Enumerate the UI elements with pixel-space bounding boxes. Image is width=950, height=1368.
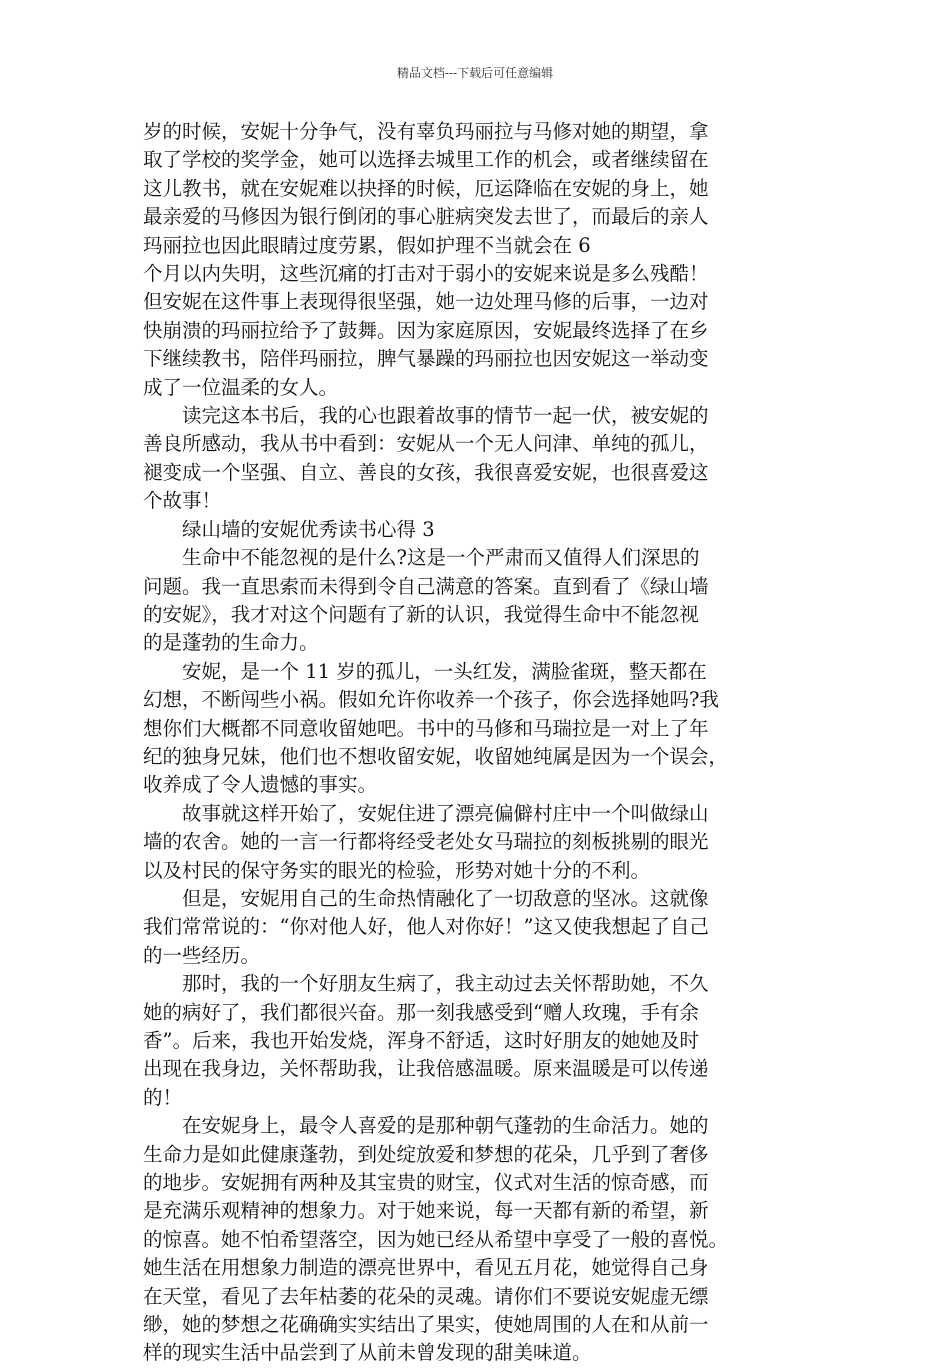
text-line: 安妮，是一个 11 岁的孤儿，一头红发，满脸雀斑，整天都在 xyxy=(143,659,707,683)
text-line: 墙的农舍。她的一言一行都将经受老处女马瑞拉的刻板挑剔的眼光 xyxy=(143,830,709,854)
text-line: 快崩溃的玛丽拉给予了鼓舞。因为家庭原因，安妮最终选择了在乡 xyxy=(143,318,709,342)
text-line: 她的病好了，我们都很兴奋。那一刻我感受到“赠人玫瑰，手有余 xyxy=(143,1000,699,1024)
text-line: 缈，她的梦想之花确确实实结出了果实，使她周围的人在和从前一 xyxy=(143,1313,709,1337)
text-line: 香”。后来，我也开始发烧，浑身不舒适，这时好朋友的她她及时 xyxy=(143,1029,699,1052)
text-line: 在天堂，看见了去年枯萎的花朵的灵魂。请你们不要说安妮虚无缥 xyxy=(143,1284,709,1308)
text-line: 善良所感动，我从书中看到：安妮从一个无人问津、单纯的孤儿， xyxy=(143,432,709,456)
text-line: 生命力是如此健康蓬勃，到处绽放爱和梦想的花朵，几乎到了奢侈 xyxy=(143,1142,709,1166)
text-line: 以及村民的保守务实的眼光的检验，形势对她十分的不利。 xyxy=(143,858,651,882)
page-header: 精品文档---下载后可任意编辑 xyxy=(396,66,554,80)
text-line: 这儿教书，就在安妮难以抉择的时候，厄运降临在安妮的身上，她 xyxy=(143,176,709,200)
text-line: 在安妮身上，最令人喜爱的是那种朝气蓬勃的生命活力。她的 xyxy=(143,1114,709,1138)
text-line: 是充满乐观精神的想象力。对于她来说，每一天都有新的希望，新 xyxy=(143,1199,709,1223)
text-line: 问题。我一直思索而未得到令自己满意的答案。直到看了《绿山墙 xyxy=(143,574,709,598)
text-line: 纪的独身兄妹，他们也不想收留安妮，收留她纯属是因为一个误会， xyxy=(143,744,729,768)
text-line: 生命中不能忽视的是什么?这是一个严肃而又值得人们深思的 xyxy=(143,546,700,570)
text-line: 我们常常说的：“你对他人好，他人对你好！”这又使我想起了自己 xyxy=(143,915,709,939)
text-line: 的！ xyxy=(143,1085,183,1109)
text-line: 取了学校的奖学金，她可以选择去城里工作的机会，或者继续留在 xyxy=(143,148,709,172)
text-line: 想你们大概都不同意收留她吧。书中的马修和马瑞拉是一对上了年 xyxy=(143,716,709,740)
text-line: 读完这本书后，我的心也跟着故事的情节一起一伏，被安妮的 xyxy=(143,404,709,428)
text-line: 但是，安妮用自己的生命热情融化了一切敌意的坚冰。这就像 xyxy=(143,886,709,910)
text-line: 个故事！ xyxy=(143,489,222,513)
text-line: 下继续教书，陪伴玛丽拉，脾气暴躁的玛丽拉也因安妮这一举动变 xyxy=(143,347,709,371)
text-line: 的地步。安妮拥有两种及其宝贵的财宝，仪式对生活的惊奇感，而 xyxy=(143,1171,709,1195)
text-line: 褪变成一个坚强、自立、善良的女孩，我很喜爱安妮，也很喜爱这 xyxy=(143,460,709,484)
text-line: 但安妮在这件事上表现得很坚强，她一边处理马修的后事，一边对 xyxy=(143,290,709,314)
text-line: 的安妮》，我才对这个问题有了新的认识，我觉得生命中不能忽视 xyxy=(143,602,699,626)
text-line: 最亲爱的马修因为银行倒闭的事心脏病突发去世了，而最后的亲人 xyxy=(143,205,709,229)
text-line: 幻想，不断闯些小祸。假如允许你收养一个孩子，你会选择她吗?我 xyxy=(143,688,719,712)
section-heading: 绿山墙的安妮优秀读书心得 3 xyxy=(143,517,435,541)
text-line: 个月以内失明，这些沉痛的打击对于弱小的安妮来说是多么残酷！ xyxy=(143,262,709,286)
document-body xyxy=(143,118,823,1368)
text-line: 样的现实生活中品尝到了从前未曾发现的甜美味道。 xyxy=(143,1341,592,1365)
text-line: 的是蓬勃的生命力。 xyxy=(143,631,319,655)
text-line: 收养成了令人遗憾的事实。 xyxy=(143,773,378,797)
text-line: 的惊喜。她不怕希望落空，因为她已经从希望中享受了一般的喜悦。 xyxy=(143,1227,729,1251)
text-line: 玛丽拉也因此眼睛过度劳累，假如护理不当就会在 6 xyxy=(143,233,591,257)
text-line: 出现在我身边，关怀帮助我，让我倍感温暖。原来温暖是可以传递 xyxy=(143,1057,709,1081)
text-line: 故事就这样开始了，安妮住进了漂亮偏僻村庄中一个叫做绿山 xyxy=(143,801,709,825)
text-line: 岁的时候，安妮十分争气，没有辜负玛丽拉与马修对她的期望，拿 xyxy=(143,120,709,143)
text-line: 她生活在用想象力制造的漂亮世界中，看见五月花，她觉得自己身 xyxy=(143,1256,709,1280)
text-line: 那时，我的一个好朋友生病了，我主动过去关怀帮助她，不久 xyxy=(143,972,709,996)
text-line: 的一些经历。 xyxy=(143,943,261,967)
text-line: 成了一位温柔的女人。 xyxy=(143,375,339,399)
